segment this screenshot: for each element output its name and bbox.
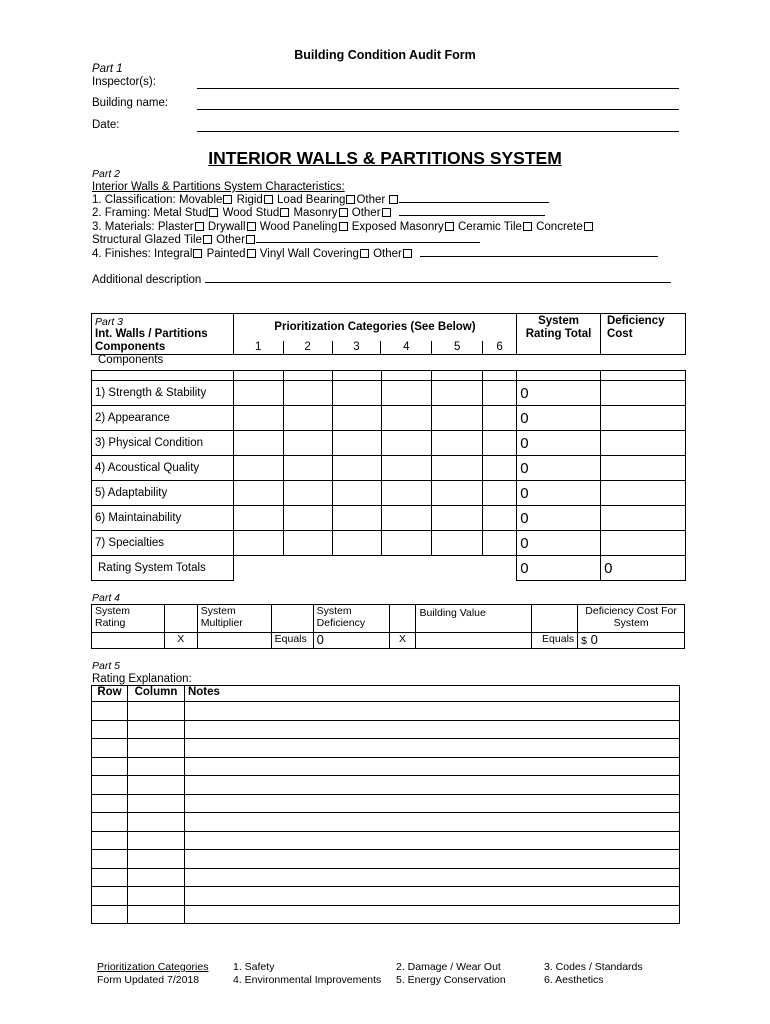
notes-column-header: Notes bbox=[184, 686, 679, 702]
rating-cell[interactable] bbox=[233, 406, 283, 431]
part3-label: Part 3 bbox=[95, 316, 124, 328]
materials-prefix: 3. Materials: bbox=[92, 221, 155, 233]
column-field[interactable] bbox=[127, 702, 184, 721]
option-structural-glazed-tile: Structural Glazed Tile bbox=[92, 234, 202, 246]
cost-cell[interactable] bbox=[601, 531, 686, 556]
additional-description-line bbox=[92, 274, 671, 286]
rating-cell[interactable] bbox=[381, 456, 432, 481]
characteristics-heading: Interior Walls & Partitions System Characteristics: bbox=[92, 181, 345, 193]
option-other: Other bbox=[373, 248, 402, 260]
footer-col-2 bbox=[233, 961, 381, 987]
checkbox-wood-paneling[interactable] bbox=[339, 222, 348, 231]
table-row bbox=[92, 905, 680, 924]
table-row bbox=[92, 456, 686, 481]
row-field[interactable] bbox=[92, 813, 128, 832]
row-field[interactable] bbox=[92, 850, 128, 869]
table-row bbox=[92, 720, 680, 739]
rating-cell[interactable] bbox=[283, 381, 332, 406]
system-multiplier-header: System Multiplier bbox=[197, 605, 271, 633]
rating-cell[interactable] bbox=[332, 431, 381, 456]
table-row bbox=[92, 813, 680, 832]
checkbox-ceramic-tile[interactable] bbox=[523, 222, 532, 231]
finishes-prefix: 4. Finishes: bbox=[92, 248, 151, 260]
rating-cell[interactable] bbox=[283, 431, 332, 456]
row-field[interactable] bbox=[92, 757, 128, 776]
classification-line bbox=[92, 194, 549, 206]
column-field[interactable] bbox=[127, 739, 184, 758]
row-total: 0 bbox=[517, 531, 601, 556]
notes-field[interactable] bbox=[184, 739, 679, 758]
table-row bbox=[92, 868, 680, 887]
rating-cell[interactable] bbox=[283, 506, 332, 531]
table-row bbox=[92, 831, 680, 850]
option-plaster: Plaster bbox=[157, 221, 194, 233]
deficiency-total: 0 bbox=[601, 556, 686, 581]
rating-cell[interactable] bbox=[483, 371, 517, 381]
deficiency-cost-header: Deficiency Cost For System bbox=[578, 605, 685, 633]
checkbox-other[interactable] bbox=[389, 195, 398, 204]
prioritization-header: Prioritization Categories (See Below) bbox=[233, 314, 516, 341]
multiply-symbol: X bbox=[389, 633, 416, 649]
row-name: 7) Specialties bbox=[92, 531, 234, 556]
checkbox-wood-stud[interactable] bbox=[280, 208, 289, 217]
row-field[interactable] bbox=[92, 887, 128, 906]
checkbox-metal-stud[interactable] bbox=[209, 208, 218, 217]
column-5-header: 5 bbox=[432, 341, 483, 355]
checkbox-drywall[interactable] bbox=[247, 222, 256, 231]
table-row bbox=[92, 431, 686, 456]
category-energy: 5. Energy Conservation bbox=[396, 974, 506, 986]
additional-description-field[interactable] bbox=[205, 282, 671, 283]
rating-cell[interactable] bbox=[483, 506, 517, 531]
checkbox-integral[interactable] bbox=[193, 249, 202, 258]
rating-cell[interactable] bbox=[432, 456, 483, 481]
row-name: 5) Adaptability bbox=[92, 481, 234, 506]
part1-label: Part 1 bbox=[92, 63, 123, 75]
category-codes: 3. Codes / Standards bbox=[544, 961, 643, 973]
row-name: 6) Maintainability bbox=[92, 506, 234, 531]
table-row bbox=[92, 406, 686, 431]
date-field[interactable] bbox=[197, 131, 679, 132]
deficiency-cost-header: Deficiency Cost bbox=[600, 314, 685, 355]
row-field[interactable] bbox=[92, 905, 128, 924]
notes-field[interactable] bbox=[184, 720, 679, 739]
row-field[interactable] bbox=[92, 720, 128, 739]
row-column-header: Row bbox=[92, 686, 128, 702]
building-value-header: Building Value bbox=[416, 605, 532, 633]
column-field[interactable] bbox=[127, 905, 184, 924]
other-field[interactable] bbox=[420, 256, 658, 257]
table-row bbox=[92, 531, 686, 556]
notes-field[interactable] bbox=[184, 850, 679, 869]
rating-cell[interactable] bbox=[233, 531, 283, 556]
rating-cell[interactable] bbox=[283, 406, 332, 431]
notes-table bbox=[91, 685, 680, 924]
option-integral: Integral bbox=[154, 248, 193, 260]
part4-label: Part 4 bbox=[92, 592, 121, 604]
dollar-sign: $ bbox=[581, 635, 587, 647]
components-title: Int. Walls / Partitions Components bbox=[95, 328, 208, 353]
footer-col-4 bbox=[544, 961, 643, 987]
multiply-symbol: X bbox=[164, 633, 197, 649]
category-damage: 2. Damage / Wear Out bbox=[396, 961, 501, 973]
components-label: Components bbox=[98, 354, 164, 366]
option-ceramic-tile: Ceramic Tile bbox=[458, 221, 522, 233]
checkbox-rigid[interactable] bbox=[264, 195, 273, 204]
rating-cell[interactable] bbox=[332, 531, 381, 556]
blank-cell bbox=[532, 605, 578, 633]
option-concrete: Concrete bbox=[536, 221, 583, 233]
rating-cell[interactable] bbox=[483, 406, 517, 431]
totals-blank bbox=[233, 556, 516, 581]
checkbox-concrete[interactable] bbox=[584, 222, 593, 231]
rating-cell[interactable] bbox=[283, 456, 332, 481]
column-6-header: 6 bbox=[483, 341, 517, 355]
row-field[interactable] bbox=[92, 702, 128, 721]
total-cell bbox=[517, 371, 601, 381]
option-wood-paneling: Wood Paneling bbox=[259, 221, 338, 233]
rating-explanation-label: Rating Explanation: bbox=[92, 673, 192, 685]
totals-value: 0 bbox=[517, 556, 601, 581]
rating-cell[interactable] bbox=[332, 506, 381, 531]
row-field[interactable] bbox=[92, 739, 128, 758]
column-field[interactable] bbox=[127, 887, 184, 906]
system-heading: INTERIOR WALLS & PARTITIONS SYSTEM bbox=[208, 148, 562, 168]
table-row bbox=[92, 506, 686, 531]
table-row bbox=[92, 776, 680, 795]
rating-cell[interactable] bbox=[283, 371, 332, 381]
rating-cell[interactable] bbox=[432, 506, 483, 531]
option-metal-stud: Metal Stud bbox=[153, 207, 209, 219]
rating-cell[interactable] bbox=[332, 406, 381, 431]
framing-line bbox=[92, 207, 545, 219]
row-total: 0 bbox=[517, 381, 601, 406]
materials-line bbox=[92, 221, 594, 233]
rating-cell[interactable] bbox=[483, 381, 517, 406]
column-field[interactable] bbox=[127, 794, 184, 813]
classification-prefix: 1. Classification: bbox=[92, 194, 176, 206]
blank-cell bbox=[271, 605, 313, 633]
totals-row bbox=[92, 556, 686, 581]
rating-cell[interactable] bbox=[233, 431, 283, 456]
rating-cell[interactable] bbox=[332, 371, 381, 381]
rating-cell[interactable] bbox=[432, 381, 483, 406]
rating-cell[interactable] bbox=[381, 371, 432, 381]
notes-field[interactable] bbox=[184, 831, 679, 850]
notes-field[interactable] bbox=[184, 868, 679, 887]
components-table bbox=[91, 313, 686, 355]
finishes-line bbox=[92, 248, 658, 260]
cost-cell[interactable] bbox=[601, 371, 686, 381]
components-rows bbox=[91, 370, 686, 581]
category-safety: 1. Safety bbox=[233, 961, 275, 973]
building-name-label: Building name: bbox=[92, 97, 169, 109]
materials-line-2 bbox=[92, 234, 480, 246]
notes-field[interactable] bbox=[184, 776, 679, 795]
option-other: Other bbox=[356, 194, 386, 206]
rating-cell[interactable] bbox=[381, 506, 432, 531]
column-field[interactable] bbox=[127, 868, 184, 887]
rating-cell[interactable] bbox=[332, 456, 381, 481]
table-row bbox=[92, 850, 680, 869]
option-exposed-masonry: Exposed Masonry bbox=[351, 221, 444, 233]
framing-prefix: 2. Framing: bbox=[92, 207, 151, 219]
column-2-header: 2 bbox=[283, 341, 332, 355]
option-drywall: Drywall bbox=[207, 221, 246, 233]
column-field[interactable] bbox=[127, 720, 184, 739]
rating-cell[interactable] bbox=[381, 431, 432, 456]
row-field[interactable] bbox=[92, 868, 128, 887]
notes-field[interactable] bbox=[184, 905, 679, 924]
rating-cell[interactable] bbox=[233, 456, 283, 481]
rating-cell[interactable] bbox=[483, 531, 517, 556]
cost-cell[interactable] bbox=[601, 381, 686, 406]
rating-cell[interactable] bbox=[432, 481, 483, 506]
rating-cell[interactable] bbox=[283, 481, 332, 506]
form-updated-label: Form Updated 7/2018 bbox=[97, 974, 200, 986]
table-row bbox=[92, 794, 680, 813]
column-3-header: 3 bbox=[332, 341, 381, 355]
column-4-header: 4 bbox=[381, 341, 432, 355]
footer-col-3 bbox=[396, 961, 506, 987]
rating-cell[interactable] bbox=[483, 481, 517, 506]
column-1-header: 1 bbox=[233, 341, 283, 355]
rating-cell[interactable] bbox=[432, 431, 483, 456]
option-movable: Movable bbox=[178, 194, 223, 206]
checkbox-exposed-masonry[interactable] bbox=[445, 222, 454, 231]
system-deficiency-header: System Deficiency bbox=[313, 605, 389, 633]
cost-cell[interactable] bbox=[601, 506, 686, 531]
rating-cell[interactable] bbox=[332, 481, 381, 506]
form-title: Building Condition Audit Form bbox=[294, 48, 476, 62]
row-name: 3) Physical Condition bbox=[92, 431, 234, 456]
cost-cell[interactable] bbox=[601, 406, 686, 431]
checkbox-other[interactable] bbox=[403, 249, 412, 258]
row-field[interactable] bbox=[92, 776, 128, 795]
date-label: Date: bbox=[92, 119, 120, 131]
other-field[interactable] bbox=[399, 202, 549, 203]
checkbox-structural-glazed-tile[interactable] bbox=[203, 235, 212, 244]
cost-cell[interactable] bbox=[601, 456, 686, 481]
option-rigid: Rigid bbox=[236, 194, 263, 206]
prioritization-categories-label: Prioritization Categories bbox=[97, 961, 209, 973]
option-vinyl-wall-covering: Vinyl Wall Covering bbox=[259, 248, 359, 260]
rating-cell[interactable] bbox=[283, 531, 332, 556]
system-deficiency-value: 0 bbox=[313, 633, 389, 649]
part5-label: Part 5 bbox=[92, 660, 121, 672]
rating-cell[interactable] bbox=[432, 531, 483, 556]
checkbox-other[interactable] bbox=[382, 208, 391, 217]
table-row bbox=[92, 887, 680, 906]
option-painted: Painted bbox=[206, 248, 246, 260]
system-rating-total-header: System Rating Total bbox=[517, 314, 601, 355]
rating-cell[interactable] bbox=[483, 431, 517, 456]
system-rating-header: System Rating bbox=[92, 605, 165, 633]
components-header bbox=[92, 314, 234, 355]
blank-cell bbox=[389, 605, 416, 633]
notes-field[interactable] bbox=[184, 887, 679, 906]
building-name-field[interactable] bbox=[197, 109, 679, 110]
row-total: 0 bbox=[517, 406, 601, 431]
checkbox-other[interactable] bbox=[246, 235, 255, 244]
checkbox-vinyl-wall-covering[interactable] bbox=[360, 249, 369, 258]
footer-col-1 bbox=[97, 961, 208, 987]
row-field[interactable] bbox=[92, 794, 128, 813]
row-name: 4) Acoustical Quality bbox=[92, 456, 234, 481]
row-name: 1) Strength & Stability bbox=[92, 381, 234, 406]
rating-cell[interactable] bbox=[381, 531, 432, 556]
equals-label: Equals bbox=[271, 633, 313, 649]
checkbox-masonry[interactable] bbox=[339, 208, 348, 217]
row-total: 0 bbox=[517, 506, 601, 531]
row-total: 0 bbox=[517, 431, 601, 456]
deficiency-calculation-table bbox=[91, 604, 685, 649]
option-other: Other bbox=[216, 234, 245, 246]
checkbox-movable[interactable] bbox=[223, 195, 232, 204]
row-name: 2) Appearance bbox=[92, 406, 234, 431]
spacer-cell bbox=[92, 371, 234, 381]
rating-cell[interactable] bbox=[381, 481, 432, 506]
cost-cell[interactable] bbox=[601, 481, 686, 506]
notes-field[interactable] bbox=[184, 794, 679, 813]
other-field[interactable] bbox=[399, 215, 545, 216]
inspectors-field[interactable] bbox=[197, 88, 679, 89]
part2-label: Part 2 bbox=[92, 168, 121, 180]
system-multiplier-field[interactable] bbox=[197, 633, 271, 649]
cost-value: 0 bbox=[590, 632, 598, 647]
row-field[interactable] bbox=[92, 831, 128, 850]
table-row bbox=[92, 481, 686, 506]
system-rating-field[interactable] bbox=[92, 633, 165, 649]
rating-cell[interactable] bbox=[483, 456, 517, 481]
other-field[interactable] bbox=[256, 242, 480, 243]
checkbox-painted[interactable] bbox=[247, 249, 256, 258]
rating-cell[interactable] bbox=[381, 406, 432, 431]
option-load-bearing: Load Bearing bbox=[277, 194, 346, 206]
checkbox-load-bearing[interactable] bbox=[346, 195, 355, 204]
table-row bbox=[92, 702, 680, 721]
category-aesthetics: 6. Aesthetics bbox=[544, 974, 604, 986]
rating-cell[interactable] bbox=[233, 506, 283, 531]
rating-cell[interactable] bbox=[233, 371, 283, 381]
inspectors-label: Inspector(s): bbox=[92, 76, 156, 88]
blank-cell bbox=[164, 605, 197, 633]
column-field[interactable] bbox=[127, 850, 184, 869]
option-wood-stud: Wood Stud bbox=[222, 207, 280, 219]
table-row bbox=[92, 739, 680, 758]
column-field[interactable] bbox=[127, 831, 184, 850]
rating-cell[interactable] bbox=[233, 481, 283, 506]
option-other: Other bbox=[351, 207, 381, 219]
equals-label: Equals bbox=[532, 633, 578, 649]
rating-cell[interactable] bbox=[381, 381, 432, 406]
column-field[interactable] bbox=[127, 776, 184, 795]
category-environmental: 4. Environmental Improvements bbox=[233, 974, 382, 986]
cost-cell[interactable] bbox=[601, 431, 686, 456]
deficiency-cost-value bbox=[578, 633, 685, 649]
table-row bbox=[92, 757, 680, 776]
table-row bbox=[92, 381, 686, 406]
column-column-header: Column bbox=[127, 686, 184, 702]
totals-label: Rating System Totals bbox=[92, 556, 234, 581]
option-masonry: Masonry bbox=[293, 207, 338, 219]
column-field[interactable] bbox=[127, 813, 184, 832]
row-total: 0 bbox=[517, 481, 601, 506]
notes-field[interactable] bbox=[184, 813, 679, 832]
additional-description-label: Additional description bbox=[92, 274, 202, 286]
checkbox-plaster[interactable] bbox=[195, 222, 204, 231]
building-value-field[interactable] bbox=[416, 633, 532, 649]
notes-field[interactable] bbox=[184, 702, 679, 721]
row-total: 0 bbox=[517, 456, 601, 481]
column-field[interactable] bbox=[127, 757, 184, 776]
notes-field[interactable] bbox=[184, 757, 679, 776]
rating-cell[interactable] bbox=[432, 371, 483, 381]
rating-cell[interactable] bbox=[233, 381, 283, 406]
rating-cell[interactable] bbox=[432, 406, 483, 431]
rating-cell[interactable] bbox=[332, 381, 381, 406]
